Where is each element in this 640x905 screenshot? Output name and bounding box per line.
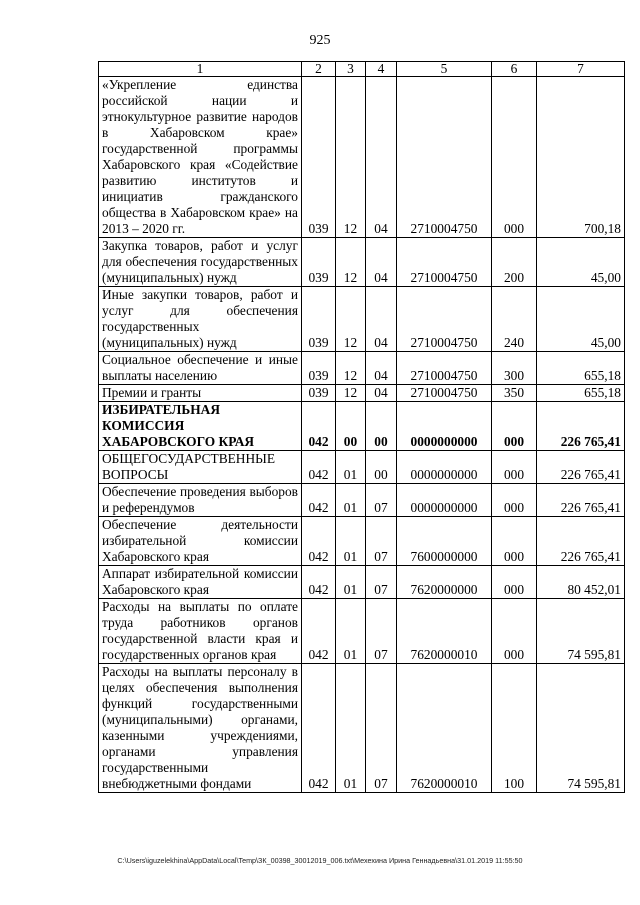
ministry-code-cell: 042 [302, 599, 336, 664]
amount-cell: 226 765,41 [537, 484, 625, 517]
table-row [99, 664, 625, 793]
table-row [99, 287, 625, 352]
target-article-cell: 0000000000 [397, 451, 492, 484]
target-article-cell: 2710004750 [397, 77, 492, 238]
subsection-code-cell: 00 [366, 402, 397, 451]
header-row [99, 62, 625, 77]
target-article-cell: 0000000000 [397, 402, 492, 451]
subsection-code-cell: 00 [366, 451, 397, 484]
subsection-code-cell: 07 [366, 664, 397, 793]
subsection-code-cell: 07 [366, 484, 397, 517]
target-article-cell: 2710004750 [397, 238, 492, 287]
amount-cell: 226 765,41 [537, 451, 625, 484]
amount-cell: 655,18 [537, 352, 625, 385]
table-row [99, 77, 625, 238]
expense-type-cell: 350 [492, 385, 537, 402]
row-name-cell: Расходы на выплаты персоналу в целях обеспечения выполнения функций государственными (муниципальными) органами, казенными учреждениями, органами управления государственными внебюджетными фондами [99, 664, 302, 793]
subsection-code-cell: 07 [366, 517, 397, 566]
section-code-cell: 12 [336, 77, 366, 238]
page-number: 925 [309, 33, 331, 48]
table-row [99, 484, 625, 517]
expense-type-cell: 000 [492, 402, 537, 451]
ministry-code-cell: 042 [302, 664, 336, 793]
target-article-cell: 2710004750 [397, 352, 492, 385]
section-code-cell: 01 [336, 664, 366, 793]
ministry-code-cell: 042 [302, 517, 336, 566]
row-name-cell: Иные закупки товаров, работ и услуг для обеспечения государственных (муниципальных) нужд [99, 287, 302, 352]
expense-type-cell: 000 [492, 77, 537, 238]
section-code-cell: 00 [336, 402, 366, 451]
amount-cell: 226 765,41 [537, 517, 625, 566]
subsection-code-cell: 04 [366, 287, 397, 352]
ministry-code-cell: 042 [302, 402, 336, 451]
table-row [99, 566, 625, 599]
header-col-1: 1 [99, 62, 302, 77]
ministry-code-cell: 039 [302, 352, 336, 385]
target-article-cell: 7600000000 [397, 517, 492, 566]
expense-type-cell: 000 [492, 517, 537, 566]
ministry-code-cell: 039 [302, 385, 336, 402]
row-name-cell: Премии и гранты [99, 385, 302, 402]
amount-cell: 226 765,41 [537, 402, 625, 451]
section-code-cell: 01 [336, 517, 366, 566]
expense-type-cell: 100 [492, 664, 537, 793]
ministry-code-cell: 039 [302, 77, 336, 238]
table-row [99, 385, 625, 402]
amount-cell: 74 595,81 [537, 664, 625, 793]
section-code-cell: 12 [336, 287, 366, 352]
ministry-code-cell: 042 [302, 451, 336, 484]
row-name-cell: ИЗБИРАТЕЛЬНАЯ КОМИССИЯ ХАБАРОВСКОГО КРАЯ [99, 402, 302, 451]
subsection-code-cell: 07 [366, 599, 397, 664]
subsection-code-cell: 04 [366, 238, 397, 287]
target-article-cell: 0000000000 [397, 484, 492, 517]
ministry-code-cell: 042 [302, 484, 336, 517]
header-col-4: 4 [366, 62, 397, 77]
header-col-7: 7 [537, 62, 625, 77]
target-article-cell: 7620000000 [397, 566, 492, 599]
subsection-code-cell: 04 [366, 77, 397, 238]
expense-type-cell: 000 [492, 599, 537, 664]
target-article-cell: 2710004750 [397, 385, 492, 402]
header-col-3: 3 [336, 62, 366, 77]
target-article-cell: 2710004750 [397, 287, 492, 352]
amount-cell: 45,00 [537, 238, 625, 287]
expense-type-cell: 300 [492, 352, 537, 385]
amount-cell: 655,18 [537, 385, 625, 402]
table-row [99, 517, 625, 566]
ministry-code-cell: 039 [302, 287, 336, 352]
target-article-cell: 7620000010 [397, 664, 492, 793]
section-code-cell: 01 [336, 451, 366, 484]
expense-type-cell: 000 [492, 566, 537, 599]
expense-type-cell: 200 [492, 238, 537, 287]
expense-type-cell: 240 [492, 287, 537, 352]
section-code-cell: 01 [336, 484, 366, 517]
row-name-cell: «Укрепление единства российской нации и этнокультурное развитие народов в Хабаровском крае» государственной программы Хабаровского края «Содействие развитию институтов и инициатив гражданского общества в Хабаровском крае» на 2013 – 2020 гг. [99, 77, 302, 238]
section-code-cell: 12 [336, 352, 366, 385]
row-name-cell: Закупка товаров, работ и услуг для обеспечения государственных (муниципальных) нужд [99, 238, 302, 287]
amount-cell: 74 595,81 [537, 599, 625, 664]
subsection-code-cell: 04 [366, 352, 397, 385]
row-name-cell: Обеспечение проведения выборов и референдумов [99, 484, 302, 517]
table-row [99, 352, 625, 385]
row-name-cell: Аппарат избирательной комиссии Хабаровского края [99, 566, 302, 599]
table-row [99, 599, 625, 664]
table-row [99, 238, 625, 287]
amount-cell: 80 452,01 [537, 566, 625, 599]
subsection-code-cell: 07 [366, 566, 397, 599]
file-path-footer: C:\Users\iguzelekhina\AppData\Local\Temp\ЗК_00398_30012019_006.txt\Мехехина Ирина Геннадьевна\31.01.2019 11:55:50 [117, 856, 523, 865]
table-row [99, 402, 625, 451]
header-col-2: 2 [302, 62, 336, 77]
section-code-cell: 01 [336, 566, 366, 599]
ministry-code-cell: 039 [302, 238, 336, 287]
subsection-code-cell: 04 [366, 385, 397, 402]
amount-cell: 700,18 [537, 77, 625, 238]
row-name-cell: Расходы на выплаты по оплате труда работников органов государственной власти края и государственных органов края [99, 599, 302, 664]
section-code-cell: 12 [336, 385, 366, 402]
header-col-5: 5 [397, 62, 492, 77]
row-name-cell: Обеспечение деятельности избирательной комиссии Хабаровского края [99, 517, 302, 566]
header-col-6: 6 [492, 62, 537, 77]
ministry-code-cell: 042 [302, 566, 336, 599]
section-code-cell: 01 [336, 599, 366, 664]
amount-cell: 45,00 [537, 287, 625, 352]
budget-table [98, 61, 625, 793]
row-name-cell: Социальное обеспечение и иные выплаты населению [99, 352, 302, 385]
row-name-cell: ОБЩЕГОСУДАРСТВЕННЫЕ ВОПРОСЫ [99, 451, 302, 484]
table-row [99, 451, 625, 484]
section-code-cell: 12 [336, 238, 366, 287]
target-article-cell: 7620000010 [397, 599, 492, 664]
expense-type-cell: 000 [492, 451, 537, 484]
expense-type-cell: 000 [492, 484, 537, 517]
